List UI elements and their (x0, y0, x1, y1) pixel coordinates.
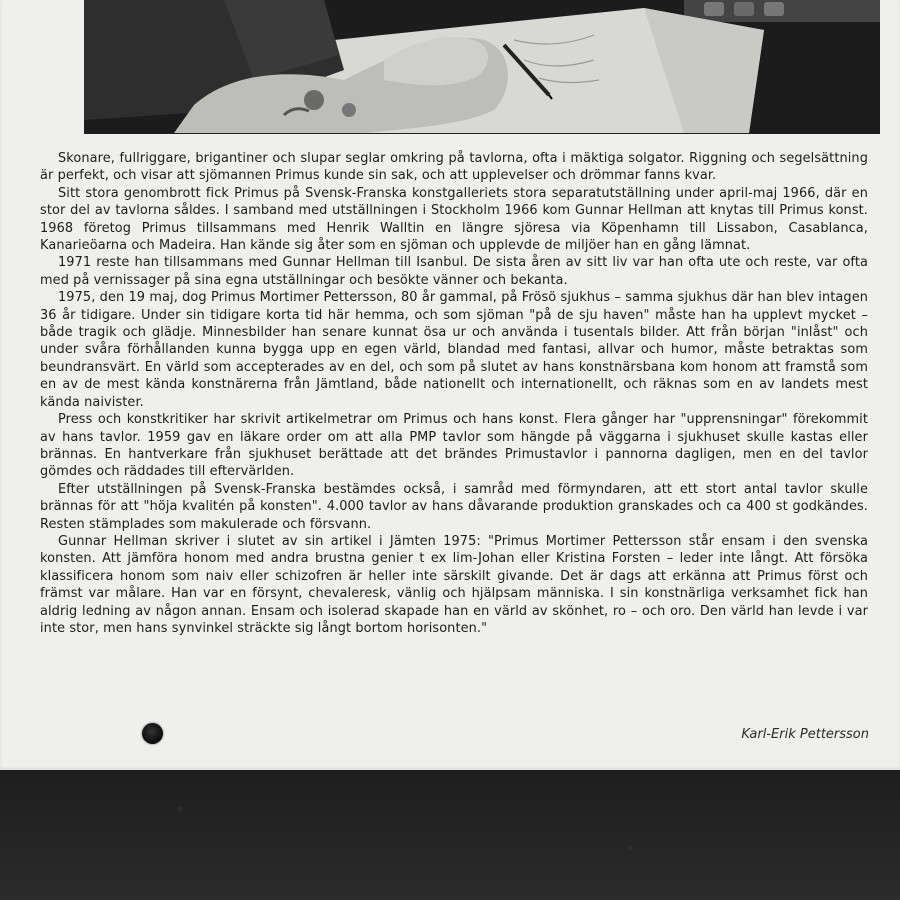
author-signature: Karl-Erik Pettersson (741, 727, 869, 742)
article-paragraph: Gunnar Hellman skriver i slutet av sin artikel i Jämten 1975: "Primus Mortimer Pettersson står ensam i den svenska konsten. Att jämföra honom med andra brustna genier t ex lim-Johan eller Kristina Forsten – leder inte långt. Att försöka klassificera honom som naiv eller schizofren är heller inte särskilt givande. Det är dags att erkänna att Primus först och främst var målare. Han var en försynt, chevaleresk, vänlig och hjälpsam människa. I sin konstnärliga verksamhet fick han aldrig ledning av någon annan. Ensam och isolerad skapade han en värld av skönhet, ro – och oro. Den värld han levde i var inte stor, men hans synvinkel sträckte sig långt bortom horisonten." (40, 533, 868, 636)
article-paragraph: Press och konstkritiker har skrivit artikelmetrar om Primus och hans konst. Flera gånger har "upprensningar" förekommit av hans tavlor. 1959 gav en läkare order om att alla PMP tavlor som hängde på väggarna i sjukhuset skulle kastas eller brännas. En hantverkare från sjukhuset berättade att det brändes Primustavlor i pannorna dagligen, men en del tavlor gömdes och räddades till eftervärlden. (40, 412, 868, 480)
artist-drawing-photo (84, 0, 880, 134)
article-paragraph: Sitt stora genombrott fick Primus på Svensk-Franska konstgalleriets stora separatutställning under april-maj 1966, där en stor del av tavlorna såldes. I samband med utställningen i Stockholm 1966 kom Gunnar Hellman att knytas till Primus konst. 1968 företog Primus tillsammans med Henrik Walltin en längre sjöresa via Köpenhamn till Lissabon, Casablanca, Kanarieöarna och Madeira. Han kände sig åter som en sjöman och upplevde de miljöer han en gång lämnat. (40, 185, 868, 254)
article-paragraph: Skonare, fullriggare, brigantiner och slupar seglar omkring på tavlorna, ofta i mäktiga solgator. Riggning och segelsättning är perfekt, och visar att sjömannen Primus kunde sin sak, och att upplevelser och drömmar fanns kvar. (40, 151, 868, 184)
article-body (40, 150, 868, 637)
table-surface (0, 770, 900, 900)
photo-illustration (84, 0, 880, 133)
article-paragraph: Efter utställningen på Svensk-Franska bestämdes också, i samråd med förmyndaren, att ett stort antal tavlor skulle brännas för att "höja kvalitén på konsten". 4.000 tavlor av hans dåvarande produktion granskades och ca 400 st godkändes. Resten stämplades som makulerade och försvann. (40, 481, 868, 532)
punch-hole (142, 723, 163, 744)
article-paragraph: 1975, den 19 maj, dog Primus Mortimer Pettersson, 80 år gammal, på Frösö sjukhus – samma sjukhus där han blev intagen 36 år tidigare. Under sin tidigare korta tid här hemma, och som sjöman "på de sju haven" måste han ha upplevt mycket – både tragik och glädje. Minnesbilder han senare kunnat ösa ur och använda i tusentals bilder. Att från början "inlåst" och under svåra förhållanden kunna bygga upp en egen värld, blandad med fantasi, allvar och humor, måste betraktas som beundransvärt. En värld som accepterades av en del, och som på slutet av hans konstnärsbana kom honom att framstå som en av de mest kända konstnärerna från Jämtland, både nationellt och internationellt, och räknas som en av landets mest kända naivister. (40, 290, 868, 410)
article-paragraph: 1971 reste han tillsammans med Gunnar Hellman till Isanbul. De sista åren av sitt liv var han ofta ute och reste, var ofta med på vernissager på sina egna utställningar och besökte vänner och bekanta. (40, 255, 868, 288)
